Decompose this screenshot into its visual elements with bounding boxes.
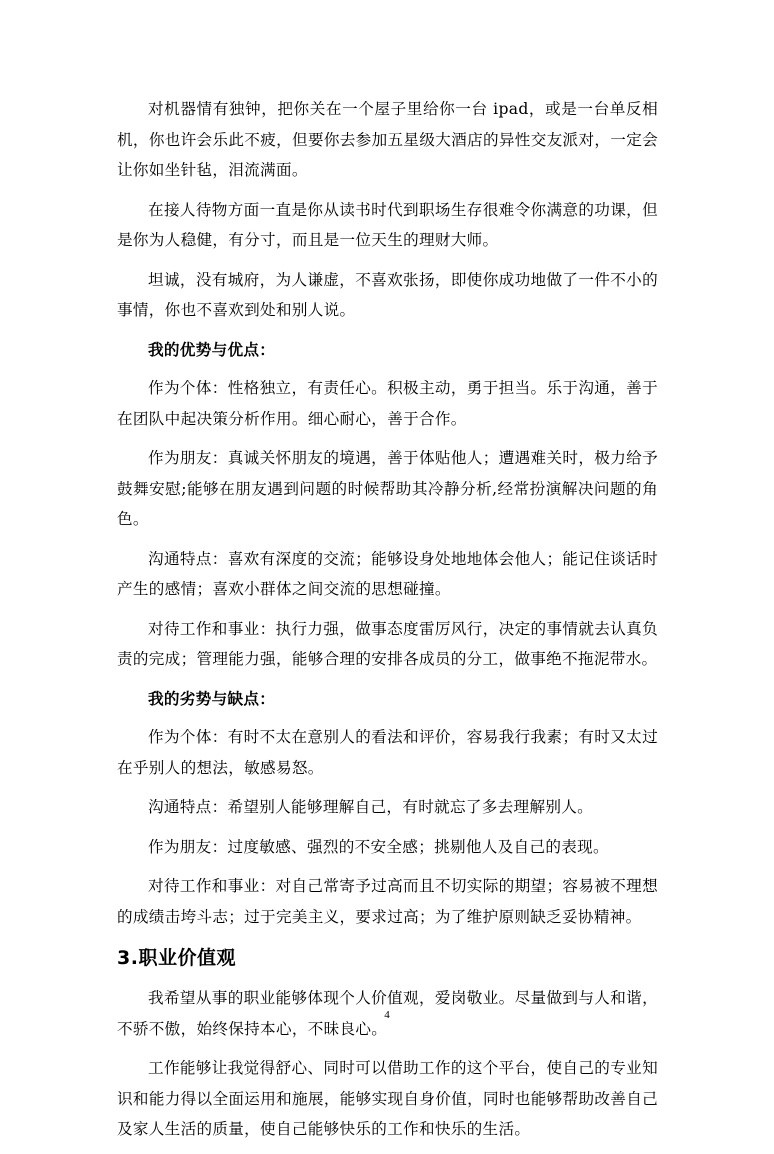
body-paragraph: 在接人待物方面一直是你从读书时代到职场生存很难令你满意的功课，但是你为人稳健，有分寸，而且是一位天生的理财大师。 — [117, 200, 658, 249]
page-content — [117, 94, 658, 1154]
body-paragraph: 我希望从事的职业能够体现个人价值观，爱岗敬业。尽量做到与人和谐，不骄不傲，始终保持本心，不昧良心。 — [117, 989, 658, 1038]
body-paragraph: 工作能够让我觉得舒心、同时可以借助工作的这个平台，使自己的专业知识和能力得以全面运用和施展，能够实现自身价值，同时也能够帮助改善自己及家人生活的质量，使自己能够快乐的工作和快乐的生活。 — [117, 1059, 658, 1138]
strength-item: 作为朋友：真诚关怀朋友的境遇，善于体贴他人；遭遇难关时，极力给予鼓舞安慰;能够在朋友遇到问题的时候帮助其冷静分析,经常扮演解决问题的角色。 — [117, 449, 658, 528]
weakness-item: 作为朋友：过度敏感、强烈的不安全感；挑剔他人及自己的表现。 — [148, 837, 609, 856]
strength-item: 作为个体：性格独立，有责任心。积极主动，勇于担当。乐于沟通，善于在团队中起决策分析作用。细心耐心，善于合作。 — [117, 379, 658, 428]
section-heading: 3.职业价值观 — [117, 947, 236, 969]
weaknesses-heading: 我的劣势与缺点： — [148, 688, 276, 708]
weakness-item: 沟通特点：希望别人能够理解自己，有时就忘了多去理解别人。 — [148, 798, 594, 816]
body-paragraph: 坦诚，没有城府，为人谦虚，不喜欢张扬，即使你成功地做了一件不小的事情，你也不喜欢到处和别人说。 — [117, 270, 658, 319]
weakness-item: 对待工作和事业：对自己常寄予过高而且不切实际的期望；容易被不理想的成绩击垮斗志；过于完美主义，要求过高；为了维护原则缺乏妥协精神。 — [117, 877, 658, 926]
strength-item: 沟通特点：喜欢有深度的交流；能够设身处地地体会他人；能记住谈话时产生的感情；喜欢小群体之间交流的思想碰撞。 — [117, 549, 658, 598]
weakness-item: 作为个体：有时不太在意别人的看法和评价，容易我行我素；有时又太过在乎别人的想法，敏感易怒。 — [117, 728, 658, 777]
page-number: 4 — [384, 1009, 390, 1021]
body-paragraph: 对机器情有独钟，把你关在一个屋子里给你一台 ipad，或是一台单反相机，你也许会乐此不疲，但要你去参加五星级大酒店的异性交友派对，一定会让你如坐针毡，泪流满面。 — [117, 100, 658, 179]
strength-item: 对待工作和事业：执行力强，做事态度雷厉风行，决定的事情就去认真负责的完成；管理能力强，能够合理的安排各成员的分工，做事绝不拖泥带水。 — [117, 619, 658, 668]
strengths-heading: 我的优势与优点： — [148, 339, 276, 359]
